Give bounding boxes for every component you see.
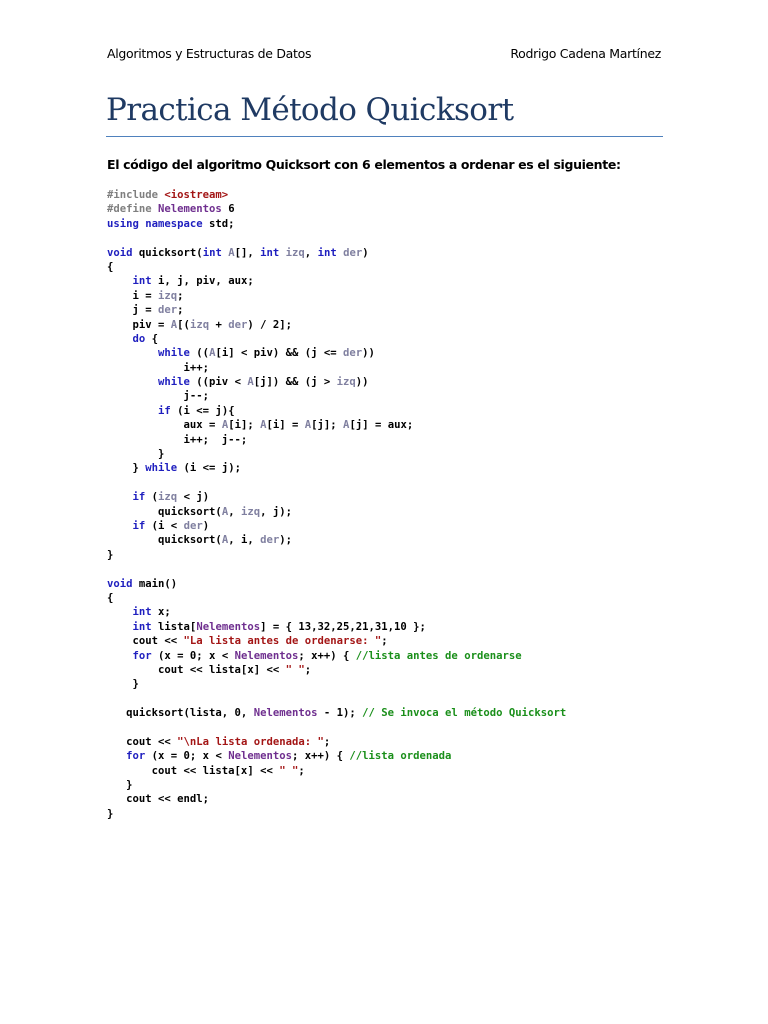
code-token: // Se invoca el método Quicksort (362, 707, 567, 720)
code-token: ; (304, 663, 312, 676)
code-token: while (158, 347, 190, 360)
code-token: void (107, 246, 133, 259)
code-token: Nelementos (253, 707, 318, 720)
code-line (107, 389, 566, 403)
code-line (107, 246, 566, 260)
code-line (107, 404, 566, 418)
code-token: i, j, piv, aux; (151, 275, 254, 288)
code-line (107, 375, 566, 389)
code-line (107, 202, 566, 216)
code-line (107, 562, 566, 576)
code-token: quicksort(lista, 0, (107, 707, 254, 720)
page-title: Practica Método Quicksort (106, 92, 514, 128)
code-token: aux = (107, 419, 222, 432)
code-line (107, 533, 566, 547)
code-token: A (343, 419, 350, 432)
code-token (107, 347, 158, 359)
code-token: { (145, 332, 159, 345)
code-token: A (304, 419, 312, 432)
code-token: izq (158, 289, 178, 302)
code-line (107, 677, 566, 691)
code-token (107, 376, 158, 388)
code-line (107, 217, 566, 231)
code-line (107, 519, 566, 533)
code-line (107, 490, 566, 504)
code-line (107, 447, 566, 461)
code-token: ] = { 13,32,25,21,31,10 }; (260, 620, 426, 633)
code-token: while (145, 462, 178, 475)
code-token: main() (132, 577, 178, 590)
code-token: < j) (177, 491, 210, 504)
code-token: void (107, 577, 133, 590)
code-token: #define (107, 203, 159, 216)
code-token: der (228, 318, 248, 331)
code-token: [], (234, 246, 261, 259)
code-token: i = (107, 289, 159, 302)
code-token: cout << endl; (107, 793, 210, 806)
code-line (107, 706, 566, 720)
code-line (107, 577, 566, 591)
code-token: cout << lista[x] << (107, 663, 286, 676)
code-token: izq (336, 376, 356, 389)
code-token: ((piv < (189, 376, 248, 389)
code-token: A (221, 419, 229, 432)
code-token: if (132, 519, 146, 532)
code-token: der (343, 347, 363, 360)
code-token: ) (202, 519, 210, 532)
code-line (107, 274, 566, 288)
code-token: der (260, 534, 280, 547)
code-token: Nelementos (228, 750, 292, 763)
code-token: A (209, 347, 216, 360)
code-token: int (132, 620, 152, 633)
code-token: [i]; (228, 419, 261, 432)
code-token: } (107, 462, 146, 475)
code-line (107, 720, 566, 734)
code-token: j = (107, 304, 159, 317)
code-line (107, 591, 566, 605)
code-token: izq (158, 491, 178, 504)
code-token: i++; (107, 361, 210, 374)
code-token: ); (279, 534, 292, 547)
code-token: if (132, 491, 146, 504)
code-token (107, 621, 133, 633)
code-token: } (107, 807, 114, 820)
code-token: [( (177, 318, 190, 331)
code-line (107, 433, 566, 447)
code-token: Nelementos (158, 203, 222, 216)
code-token: int (202, 246, 222, 259)
code-token: lista[ (151, 620, 197, 633)
code-token: , j); (260, 505, 292, 518)
code-token: " " (279, 764, 299, 777)
code-token: ; x++) { (298, 649, 356, 662)
code-token: piv = (107, 318, 171, 331)
code-token: [j] = aux; (349, 419, 414, 432)
code-line (107, 807, 566, 821)
code-token: } (107, 779, 133, 792)
code-token: std; (202, 217, 235, 230)
code-token: [j]) && (j > (253, 376, 337, 389)
code-token: { (107, 260, 114, 273)
code-line (107, 764, 566, 778)
code-line (107, 289, 566, 303)
code-block (107, 188, 566, 821)
code-token (107, 650, 133, 662)
code-token: A (247, 376, 254, 389)
code-token: ; (381, 635, 388, 648)
code-line (107, 634, 566, 648)
code-token: ; (177, 304, 184, 317)
code-token: izq (189, 318, 210, 331)
code-token: for (126, 750, 146, 763)
code-token: A (228, 246, 235, 259)
code-line (107, 361, 566, 375)
code-token: ; (323, 735, 331, 748)
code-line (107, 663, 566, 677)
code-token: ) / 2]; (247, 318, 293, 331)
code-line (107, 505, 566, 519)
code-token: A (221, 505, 229, 518)
title-divider (106, 136, 663, 137)
code-line (107, 620, 566, 634)
code-line (107, 260, 566, 274)
code-token: if (158, 404, 171, 417)
code-token: <iostream> (164, 189, 229, 201)
code-token: [i] < piv) && (j <= (215, 347, 344, 360)
code-token: int (260, 246, 280, 259)
code-token: ; (177, 289, 184, 302)
code-token: - 1); (317, 707, 363, 720)
header-author: Rodrigo Cadena Martínez (510, 46, 661, 61)
code-token (107, 606, 133, 618)
code-line (107, 749, 566, 763)
code-token: )) (362, 347, 375, 360)
code-line (107, 346, 566, 360)
code-token: (i <= j){ (170, 404, 235, 417)
code-token: izq (285, 246, 305, 259)
code-token: ( (145, 491, 159, 504)
code-token: + (209, 318, 229, 331)
code-token: der (158, 304, 178, 317)
code-token: } (107, 548, 114, 561)
code-line (107, 332, 566, 346)
code-line (107, 649, 566, 663)
code-token (107, 750, 126, 762)
code-token: Nelementos (196, 620, 261, 633)
code-token: { (107, 591, 114, 604)
code-token: } (107, 678, 139, 691)
code-token: j--; (107, 390, 210, 403)
code-token: "La lista antes de ordenarse: " (183, 635, 382, 648)
code-token: , (304, 246, 318, 259)
header-course-title: Algoritmos y Estructuras de Datos (107, 46, 312, 61)
code-line (107, 231, 566, 245)
code-token: A (221, 534, 229, 547)
code-token: ) (362, 246, 369, 259)
code-token: x; (151, 606, 171, 619)
code-token: )) (355, 376, 369, 389)
code-token: using namespace (107, 217, 203, 230)
code-line (107, 418, 566, 432)
code-token: for (132, 649, 152, 662)
code-token: 6 (221, 203, 235, 216)
code-token: do (132, 332, 146, 345)
code-token: i++; j--; (107, 433, 248, 446)
code-line (107, 303, 566, 317)
code-token (107, 275, 133, 287)
code-token: "\nLa lista ordenada: " (177, 735, 324, 748)
code-token: (x = 0; x < (145, 750, 229, 763)
code-token (107, 333, 133, 345)
code-token: int (317, 246, 337, 259)
code-token: //lista antes de ordenarse (355, 649, 522, 662)
code-token (107, 491, 133, 503)
code-token: quicksort( (132, 246, 203, 259)
code-token: ; (298, 764, 305, 777)
code-token: Nelementos (234, 649, 299, 662)
code-token: izq (240, 505, 261, 518)
code-token: int (132, 275, 152, 288)
code-token: } (107, 448, 165, 461)
code-token: der (343, 246, 363, 259)
code-line (107, 461, 566, 475)
code-line (107, 692, 566, 706)
code-token: A (260, 419, 267, 432)
code-token: quicksort( (107, 505, 222, 518)
code-line (107, 605, 566, 619)
code-token: cout << lista[x] << (107, 764, 280, 777)
code-line (107, 778, 566, 792)
code-token: (( (189, 347, 210, 360)
code-token: //lista ordenada (349, 750, 452, 763)
code-token: (i <= j); (177, 462, 241, 475)
code-line (107, 318, 566, 332)
code-token (107, 405, 158, 417)
code-token: quicksort( (107, 534, 222, 547)
code-token: #include (107, 189, 165, 201)
code-line (107, 188, 566, 202)
code-token: [i] = (266, 419, 305, 432)
code-token: [j]; (311, 419, 344, 432)
code-token: (i < (145, 519, 184, 532)
code-token: , i, (228, 534, 261, 547)
code-token: cout << (107, 735, 178, 748)
intro-paragraph: El código del algoritmo Quicksort con 6 elementos a ordenar es el siguiente: (107, 157, 621, 172)
code-token: " " (285, 663, 305, 676)
code-token: (x = 0; x < (151, 649, 235, 662)
code-token: while (158, 376, 190, 389)
code-line (107, 548, 566, 562)
code-line (107, 476, 566, 490)
code-token: , (228, 505, 241, 518)
code-token: cout << (107, 635, 184, 648)
code-token: der (183, 519, 203, 532)
code-token: A (170, 318, 178, 331)
code-line (107, 792, 566, 806)
code-line (107, 735, 566, 749)
code-token (107, 520, 133, 532)
code-token: int (132, 606, 152, 619)
code-token: ; x++) { (291, 750, 350, 763)
